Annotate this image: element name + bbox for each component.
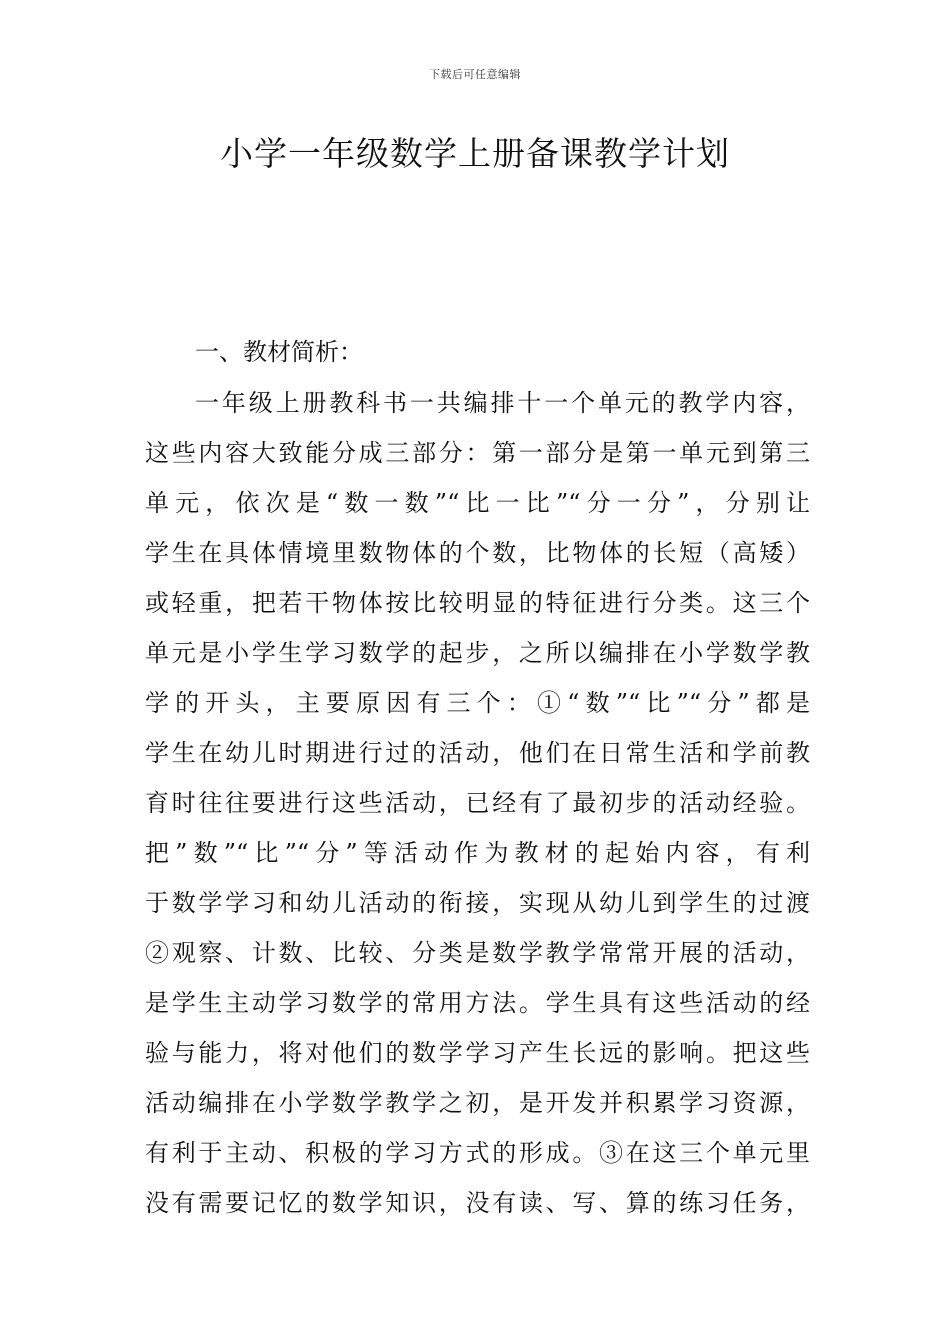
section-heading: 一、教材简析： (195, 338, 363, 366)
paragraph-line: 单元，依次是“数一数”“比一比”“分一分”，分别让 (145, 489, 810, 517)
paragraph-line: 验与能力，将对他们的数学学习产生长远的影响。把这些 (145, 1039, 810, 1067)
paragraph-line: ②观察、计数、比较、分类是数学教学常常开展的活动， (145, 939, 810, 967)
paragraph-line: 学生在幼儿时期进行过的活动，他们在日常生活和学前教 (145, 739, 810, 767)
paragraph-line: 一年级上册教科书一共编排十一个单元的教学内容， (195, 389, 810, 417)
paragraph-line: 是学生主动学习数学的常用方法。学生具有这些活动的经 (145, 989, 810, 1017)
paragraph-line: 于数学学习和幼儿活动的衔接，实现从幼儿到学生的过渡 (145, 889, 810, 917)
header-note: 下载后可任意编辑 (429, 68, 521, 81)
paragraph-line: 学生在具体情境里数物体的个数，比物体的长短（高矮） (145, 539, 810, 567)
paragraph-line: 把”数”“比”“分”等活动作为教材的起始内容，有利 (145, 839, 810, 867)
paragraph-line: 育时往往要进行这些活动，已经有了最初步的活动经验。 (145, 789, 810, 817)
paragraph-line: 单元是小学生学习数学的起步，之所以编排在小学数学教 (145, 639, 810, 667)
paragraph-line: 或轻重，把若干物体按比较明显的特征进行分类。这三个 (145, 589, 810, 617)
paragraph-line: 学的开头，主要原因有三个：①“数”“比”“分”都是 (145, 689, 810, 717)
document-title: 小学一年级数学上册备课教学计划 (220, 134, 730, 173)
paragraph-line: 没有需要记忆的数学知识，没有读、写、算的练习任务， (145, 1189, 810, 1217)
body-paragraph (145, 378, 810, 1228)
paragraph-line: 活动编排在小学数学教学之初，是开发并积累学习资源， (145, 1089, 810, 1117)
paragraph-line: 这些内容大致能分成三部分：第一部分是第一单元到第三 (145, 439, 810, 467)
paragraph-line: 有利于主动、积极的学习方式的形成。③在这三个单元里 (145, 1139, 810, 1167)
